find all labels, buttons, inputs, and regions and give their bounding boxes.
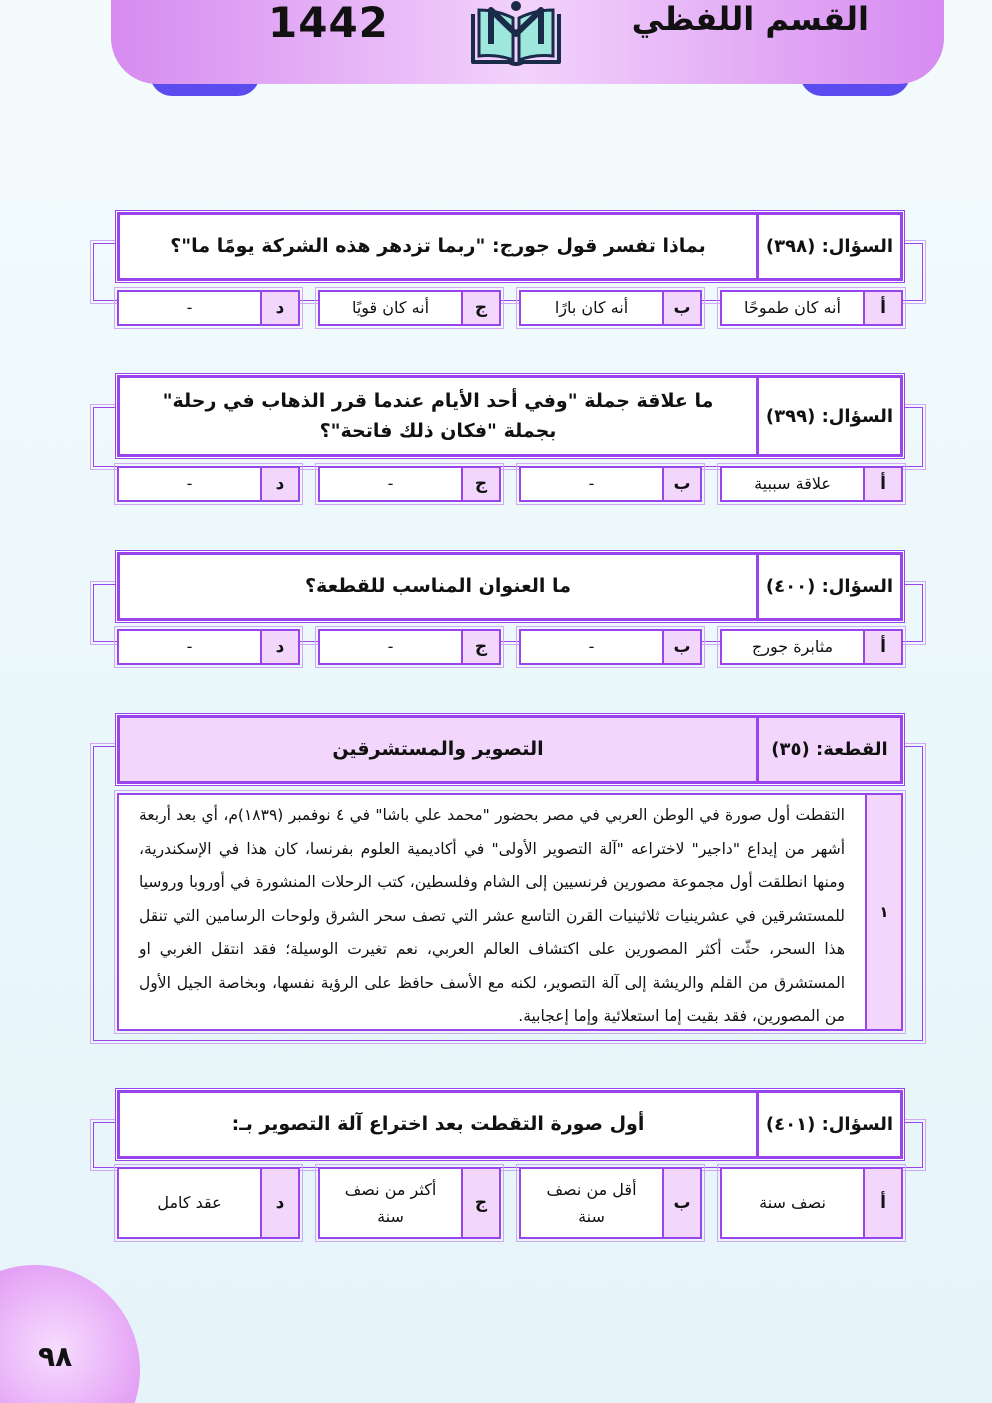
option-letter: ج bbox=[461, 292, 499, 324]
option-a[interactable] bbox=[720, 629, 903, 665]
question-label: السؤال: (٣٩٨) bbox=[756, 215, 900, 278]
option-b[interactable] bbox=[519, 1167, 702, 1239]
option-c[interactable] bbox=[318, 1167, 501, 1239]
question-text: ما علاقة جملة "وفي أحد الأيام عندما قرر الذهاب في رحلة" بجملة "فكان ذلك فاتحة"؟ bbox=[162, 389, 714, 442]
paragraph-number: ١ bbox=[865, 795, 901, 1029]
option-letter: ب bbox=[662, 631, 700, 663]
passage-35 bbox=[93, 715, 923, 1043]
option-d[interactable] bbox=[117, 466, 300, 502]
option-letter: د bbox=[260, 292, 298, 324]
option-text: نصف سنة bbox=[759, 1193, 826, 1213]
option-text: عقد كامل bbox=[157, 1193, 222, 1213]
question-398 bbox=[93, 212, 923, 332]
logo-letter: M bbox=[516, 70, 517, 71]
options-row bbox=[117, 290, 903, 326]
options-row bbox=[117, 629, 903, 665]
option-text: - bbox=[387, 637, 394, 657]
option-b[interactable] bbox=[519, 466, 702, 502]
option-text: - bbox=[186, 637, 193, 657]
passage-title: التصوير والمستشرقين bbox=[332, 738, 544, 761]
option-letter: ج bbox=[461, 631, 499, 663]
option-a[interactable] bbox=[720, 1167, 903, 1239]
question-401 bbox=[93, 1090, 923, 1242]
option-text: - bbox=[186, 474, 193, 494]
option-letter: ب bbox=[662, 1169, 700, 1237]
option-text: أكثر من نصف سنة bbox=[344, 1179, 437, 1226]
option-c[interactable] bbox=[318, 290, 501, 326]
question-header bbox=[117, 375, 903, 457]
option-c[interactable] bbox=[318, 466, 501, 502]
question-header bbox=[117, 1090, 903, 1159]
question-400 bbox=[93, 552, 923, 672]
option-d[interactable] bbox=[117, 629, 300, 665]
option-text: أقل من نصف سنة bbox=[546, 1179, 637, 1226]
option-letter: ب bbox=[662, 292, 700, 324]
option-letter: د bbox=[260, 468, 298, 500]
option-text: - bbox=[387, 474, 394, 494]
book-logo-icon bbox=[469, 0, 563, 72]
option-a[interactable] bbox=[720, 466, 903, 502]
header-title: القسم اللفظي bbox=[631, 0, 869, 38]
option-letter: أ bbox=[863, 468, 901, 500]
option-letter: د bbox=[260, 631, 298, 663]
option-letter: ج bbox=[461, 1169, 499, 1237]
passage-header bbox=[117, 715, 903, 784]
option-b[interactable] bbox=[519, 629, 702, 665]
option-d[interactable] bbox=[117, 1167, 300, 1239]
question-label: السؤال: (٤٠٠) bbox=[756, 555, 900, 618]
option-letter: أ bbox=[863, 631, 901, 663]
header-year: 1442 bbox=[268, 0, 389, 47]
question-text: بماذا تفسر قول جورج: "ربما تزدهر هذه الشركة يومًا ما"؟ bbox=[170, 235, 706, 258]
question-header bbox=[117, 552, 903, 621]
passage-text: التقطت أول صورة في الوطن العربي في مصر بحضور "محمد علي باشا" في ٤ نوفمبر (١٨٣٩)م، أي بعد أربعة أشهر من إيداع "داجير" لاختراعه "آلة التصوير الأولى" في أكاديمية العلوم بفرنسا، كان هذا في الإسكندرية، ومنها انطلقت أول مجموعة مصورين فرنسيين إلى الشام وفلسطين، كتب الرحلات المنشورة في أوروبا وروسيا للمستشرقين في عشرينيات ثلاثينيات القرن التاسع عشر التي تصف سحر الشرق ولوحات الرسامين التي تنقل هذا السحر، حثّت أكثر المصورين على اكتشاف العالم العربي، نعم تغيرت الوسيلة؛ فقد انتقل الغربي او المستشرق من القلم والريشة إلى آلة التصوير، لكنه مع الأسف حافظ على الرؤية نفسها، وبخاصة الجيل الأول من المصورين، فقد بقيت إما استعلائية وإما إعجابية. bbox=[139, 806, 845, 1025]
option-text: أنه كان طموحًا bbox=[744, 298, 841, 318]
option-a[interactable] bbox=[720, 290, 903, 326]
question-header bbox=[117, 212, 903, 281]
decorative-blob bbox=[0, 1265, 140, 1403]
options-row bbox=[117, 1167, 903, 1239]
option-b[interactable] bbox=[519, 290, 702, 326]
option-text: مثابرة جورج bbox=[751, 637, 834, 657]
option-d[interactable] bbox=[117, 290, 300, 326]
option-text: - bbox=[186, 298, 193, 318]
option-text: - bbox=[588, 474, 595, 494]
question-text: أول صورة التقطت بعد اختراع آلة التصوير بـ: bbox=[231, 1113, 645, 1136]
option-text: علاقة سببية bbox=[754, 474, 831, 494]
passage-label: القطعة: (٣٥) bbox=[756, 718, 900, 781]
option-text: أنه كان قويًا bbox=[351, 298, 430, 318]
option-letter: ب bbox=[662, 468, 700, 500]
passage-body bbox=[117, 793, 903, 1031]
option-letter: د bbox=[260, 1169, 298, 1237]
page-number: ٩٨ bbox=[38, 1340, 73, 1373]
question-399 bbox=[93, 375, 923, 507]
option-letter: أ bbox=[863, 1169, 901, 1237]
option-letter: أ bbox=[863, 292, 901, 324]
question-text: ما العنوان المناسب للقطعة؟ bbox=[305, 575, 571, 598]
question-label: السؤال: (٤٠١) bbox=[756, 1093, 900, 1156]
question-label: السؤال: (٣٩٩) bbox=[756, 378, 900, 454]
option-text: أنه كان بارًا bbox=[554, 298, 629, 318]
option-text: - bbox=[588, 637, 595, 657]
option-c[interactable] bbox=[318, 629, 501, 665]
options-row bbox=[117, 466, 903, 502]
option-letter: ج bbox=[461, 468, 499, 500]
